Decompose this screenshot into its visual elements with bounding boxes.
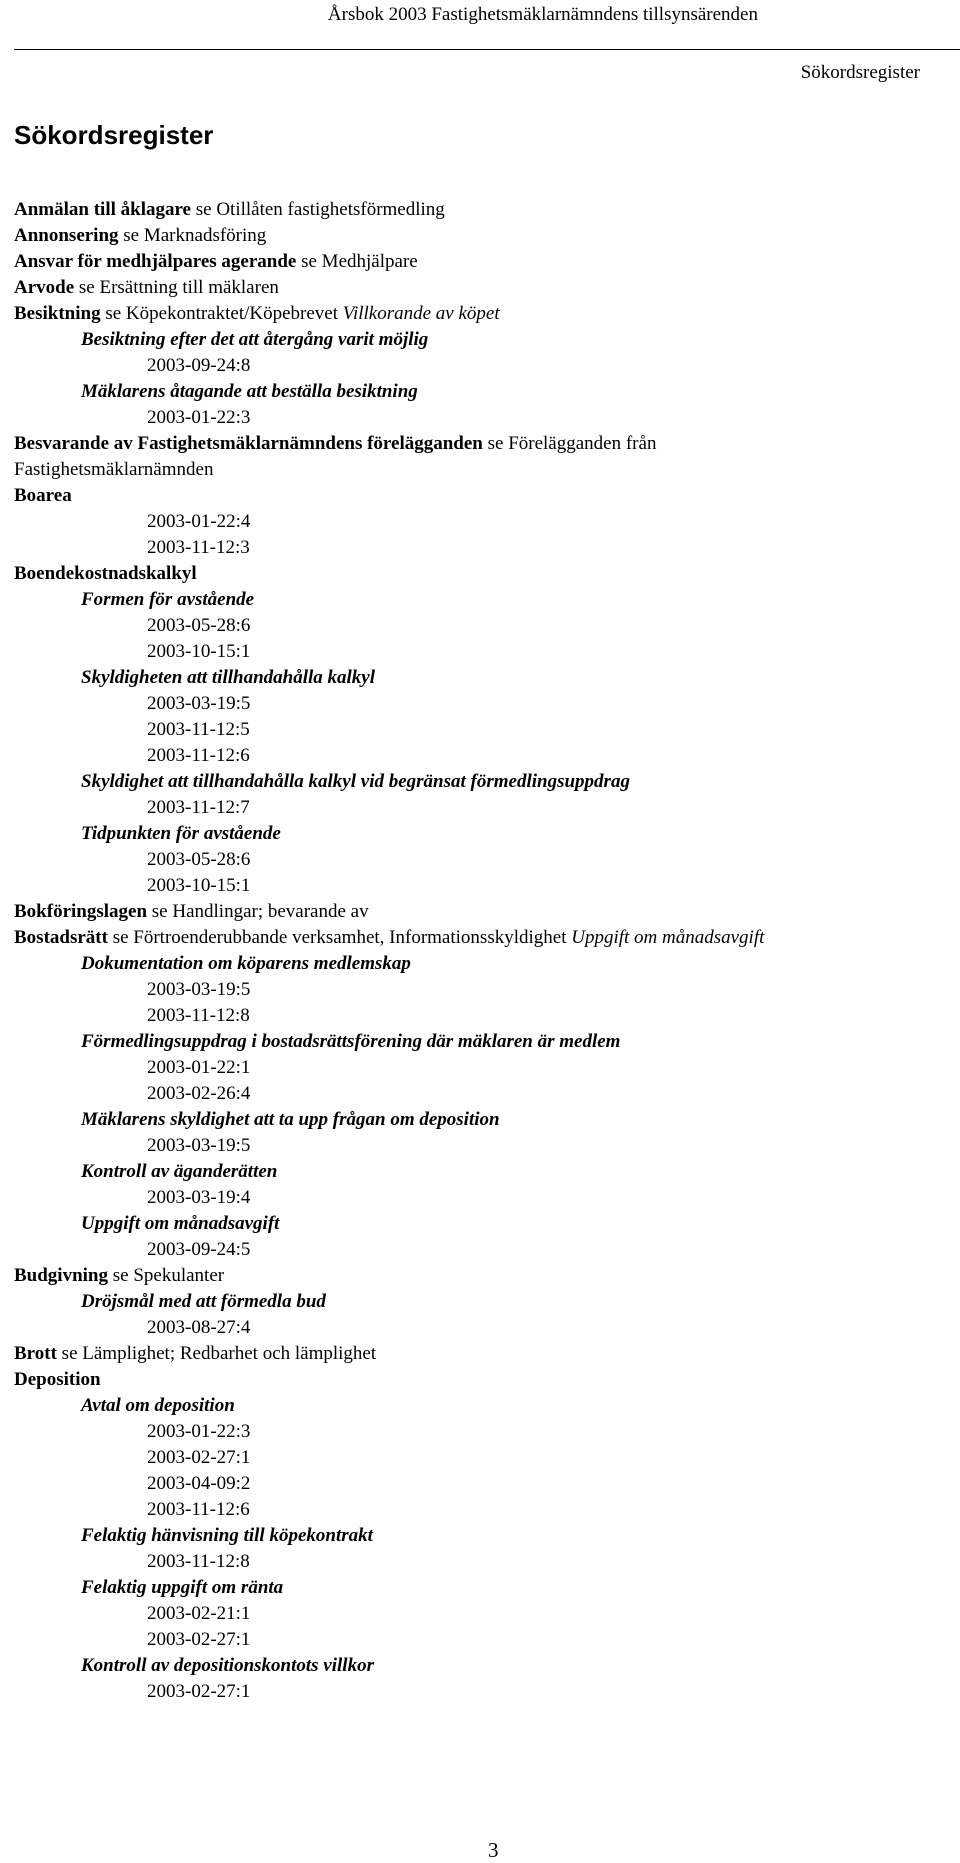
subentry-label: Skyldighet att tillhandahålla kalkyl vid begränsat förmedlingsuppdrag xyxy=(81,771,630,792)
case-reference: 2003-11-12:3 xyxy=(147,537,250,558)
entry-term: Anmälan till åklagare xyxy=(14,199,191,220)
index-entry xyxy=(14,301,954,327)
subentry-label: Avtal om deposition xyxy=(81,1395,235,1416)
entry-term: Besiktning xyxy=(14,303,101,324)
entry-term: Annonsering xyxy=(14,225,119,246)
case-reference: 2003-01-22:3 xyxy=(147,407,251,428)
case-reference: 2003-11-12:7 xyxy=(147,797,250,818)
index-entry xyxy=(14,249,954,275)
subentry-label: Dokumentation om köparens medlemskap xyxy=(81,953,411,974)
keyword-index xyxy=(14,197,954,1705)
subentry-label: Kontroll av depositionskontots villkor xyxy=(81,1655,374,1676)
case-reference: 2003-01-22:4 xyxy=(147,511,251,532)
case-reference: 2003-02-27:1 xyxy=(147,1447,251,1468)
case-reference: 2003-05-28:6 xyxy=(147,849,251,870)
index-entry xyxy=(14,899,954,925)
entry-cross-reference: se Förtroenderubbande verksamhet, Informationsskyldighet xyxy=(112,927,567,948)
subentry-label: Mäklarens skyldighet att ta upp frågan om deposition xyxy=(81,1109,500,1130)
case-reference: 2003-11-12:8 xyxy=(147,1005,250,1026)
case-reference: 2003-01-22:3 xyxy=(147,1421,251,1442)
entry-cross-reference: se Ersättning till mäklaren xyxy=(78,277,279,298)
case-reference: 2003-01-22:1 xyxy=(147,1057,251,1078)
case-reference: 2003-05-28:6 xyxy=(147,615,251,636)
entry-cross-reference: se Handlingar; bevarande av xyxy=(151,901,369,922)
subentry-label: Felaktig uppgift om ränta xyxy=(81,1577,284,1598)
case-reference: 2003-03-19:5 xyxy=(147,979,251,1000)
subentry-label: Mäklarens åtagande att beställa besiktning xyxy=(81,381,418,402)
index-entry xyxy=(14,197,954,223)
case-reference: 2003-11-12:6 xyxy=(147,1499,250,1520)
entry-term: Budgivning xyxy=(14,1265,108,1286)
case-reference: 2003-08-27:4 xyxy=(147,1317,251,1338)
entry-cross-reference: se Medhjälpare xyxy=(301,251,418,272)
case-reference: 2003-09-24:8 xyxy=(147,355,251,376)
index-entry xyxy=(14,431,954,457)
case-reference: 2003-10-15:1 xyxy=(147,641,251,662)
header-rule xyxy=(14,49,960,50)
entry-cross-reference-italic: Uppgift om månadsavgift xyxy=(571,927,765,948)
case-reference: 2003-09-24:5 xyxy=(147,1239,251,1260)
entry-term: Bostadsrätt xyxy=(14,927,108,948)
entry-cross-reference: se Spekulanter xyxy=(112,1265,225,1286)
entry-term: Deposition xyxy=(14,1369,101,1390)
case-reference: 2003-02-26:4 xyxy=(147,1083,251,1104)
page-title: Sökordsregister xyxy=(14,120,214,150)
index-entry xyxy=(14,275,954,301)
entry-term: Boendekostnadskalkyl xyxy=(14,563,197,584)
subentry-label: Formen för avstående xyxy=(81,589,255,610)
index-entry xyxy=(14,1263,954,1289)
subentry-label: Tidpunkten för avstående xyxy=(81,823,281,844)
entry-term: Boarea xyxy=(14,485,72,506)
case-reference: 2003-03-19:5 xyxy=(147,693,251,714)
case-reference: 2003-02-27:1 xyxy=(147,1629,251,1650)
entry-cross-reference: se Otillåten fastighetsförmedling xyxy=(195,199,445,220)
entry-cross-reference: se Lämplighet; Redbarhet och lämplighet xyxy=(61,1343,377,1364)
case-reference: 2003-03-19:4 xyxy=(147,1187,251,1208)
index-entry xyxy=(14,925,954,951)
entry-cross-reference: se Förelägganden från xyxy=(487,433,657,454)
case-reference: 2003-03-19:5 xyxy=(147,1135,251,1156)
entry-term: Besvarande av Fastighetsmäklarnämndens förelägganden xyxy=(14,433,483,454)
index-entry xyxy=(14,223,954,249)
entry-cross-reference-italic: Villkorande av köpet xyxy=(342,303,500,324)
entry-cross-reference: se Marknadsföring xyxy=(123,225,267,246)
subentry-label: Besiktning efter det att återgång varit möjlig xyxy=(81,329,429,350)
entry-cross-reference: se Köpekontraktet/Köpebrevet xyxy=(105,303,339,324)
entry-term: Bokföringslagen xyxy=(14,901,148,922)
entry-term: Ansvar för medhjälpares agerande xyxy=(14,251,297,272)
index-entry xyxy=(14,1341,954,1367)
case-reference: 2003-04-09:2 xyxy=(147,1473,251,1494)
subentry-label: Dröjsmål med att förmedla bud xyxy=(81,1291,326,1312)
case-reference: 2003-10-15:1 xyxy=(147,875,251,896)
case-reference: 2003-11-12:8 xyxy=(147,1551,250,1572)
case-reference: 2003-02-27:1 xyxy=(147,1681,251,1702)
entry-term: Brott xyxy=(14,1343,57,1364)
subentry-label: Felaktig hänvisning till köpekontrakt xyxy=(81,1525,373,1546)
entry-term: Arvode xyxy=(14,277,75,298)
case-reference: 2003-11-12:5 xyxy=(147,719,250,740)
case-reference: 2003-11-12:6 xyxy=(147,745,250,766)
section-label: Sökordsregister xyxy=(800,62,920,83)
subentry-label: Skyldigheten att tillhandahålla kalkyl xyxy=(81,667,376,688)
subentry-label: Kontroll av äganderätten xyxy=(81,1161,278,1182)
running-head: Årsbok 2003 Fastighetsmäklarnämndens tillsynsärenden xyxy=(327,4,758,25)
page-number: 3 xyxy=(488,1838,499,1862)
subentry-label: Uppgift om månadsavgift xyxy=(81,1213,280,1234)
case-reference: 2003-02-21:1 xyxy=(147,1603,251,1624)
subentry-label: Förmedlingsuppdrag i bostadsrättsförening där mäklaren är medlem xyxy=(81,1031,621,1052)
entry-cross-reference-continued: Fastighetsmäklarnämnden xyxy=(14,459,214,480)
